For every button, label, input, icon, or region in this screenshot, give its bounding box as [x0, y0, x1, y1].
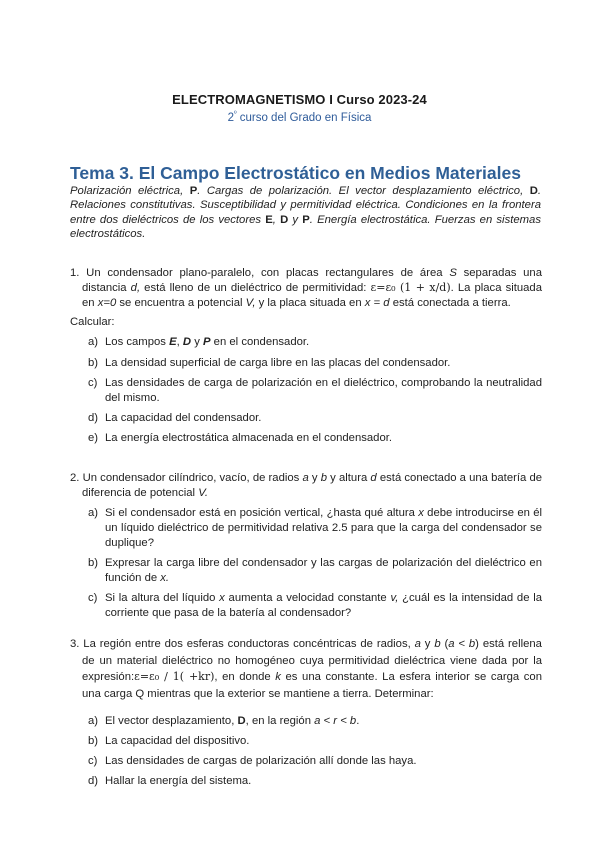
problem-1-item-e: e) La energía electrostática almacenada en el condensador. — [88, 432, 393, 444]
problem-3-item-d: d) Hallar la energía del sistema. — [88, 775, 252, 787]
problem-1-item-c: c) Las densidades de carga de polarización en el dieléctrico, comprobando la neutralidad del mismo. — [88, 377, 542, 404]
course-subtitle — [0, 111, 599, 124]
topic-description: Polarización eléctrica, P. Cargas de polarización. El vector desplazamiento eléctrico, D. Relaciones constitutivas. Susceptibilidad y permitividad eléctrica. Condiciones en la frontera entre dos dieléctricos de los vectores E, D y P. Energía electrostática. Fuerzas en sistemas electrostáticos. — [70, 185, 541, 240]
problem-1-item-b: b) La densidad superficial de carga libre en las placas del condensador. — [88, 357, 451, 369]
subtitle-ordinal: º — [233, 111, 237, 118]
problem-3-statement: 3. La región entre dos esferas conductoras concéntricas de radios, a y b (a < b) está rellena de un material dieléctrico no homogéneo cuya permitividad dieléctrica viene dada por la expresión:ε=ε₀ / 1( +kr), en donde k es una constante. La esfera interior se carga con una carga Q mientras que la exterior se mantiene a tierra. Determinar: — [70, 638, 542, 700]
problem-2-item-b: b) Expresar la carga libre del condensador y las cargas de polarización del dieléctrico en función de x. — [88, 557, 542, 584]
problem-1-statement: 1. Un condensador plano-paralelo, con placas rectangulares de área S separadas una distancia d, está lleno de un dieléctrico de permitividad: ε=ε₀ (1 + x/d). La placa situada en x=0 se encuentra a potencial V, y la placa situada en x = d está conectada a tierra. — [70, 267, 542, 309]
problem-3-item-a: a) El vector desplazamiento, D, en la región a < r < b. — [88, 715, 360, 727]
problem-2-statement: 2. Un condensador cilíndrico, vacío, de radios a y b y altura d está conectado a una batería de diferencia de potencial V. — [70, 472, 543, 499]
problem-1-item-d: d) La capacidad del condensador. — [88, 412, 262, 424]
problem-3-item-c: c) Las densidades de cargas de polarización allí donde las haya. — [88, 755, 417, 767]
problem-2-item-c: c) Si la altura del líquido x aumenta a velocidad constante v, ¿cuál es la intensidad de la corriente que pasa de la batería al condensador? — [88, 592, 543, 619]
permittivity-formula: ε=ε₀ / 1( +kr) — [134, 670, 215, 684]
topic-title: Tema 3. El Campo Electrostático en Medios Materiales — [70, 163, 521, 183]
calculate-label: Calcular: — [70, 316, 115, 328]
course-title: ELECTROMAGNETISMO I Curso 2023-24 — [172, 92, 427, 107]
subtitle-year: 2 — [227, 111, 234, 124]
problem-2-item-a: a) Si el condensador está en posición vertical, ¿hasta qué altura x debe introducirse en él un líquido dieléctrico de permitividad relativa 2.5 para que la carga del condensador se duplique? — [88, 507, 543, 549]
problem-1-item-a: a) Los campos E, D y P en el condensador. — [88, 336, 310, 348]
problem-3-item-b: b) La capacidad del dispositivo. — [88, 735, 250, 747]
subtitle-text: curso del Grado en Física — [236, 111, 372, 124]
